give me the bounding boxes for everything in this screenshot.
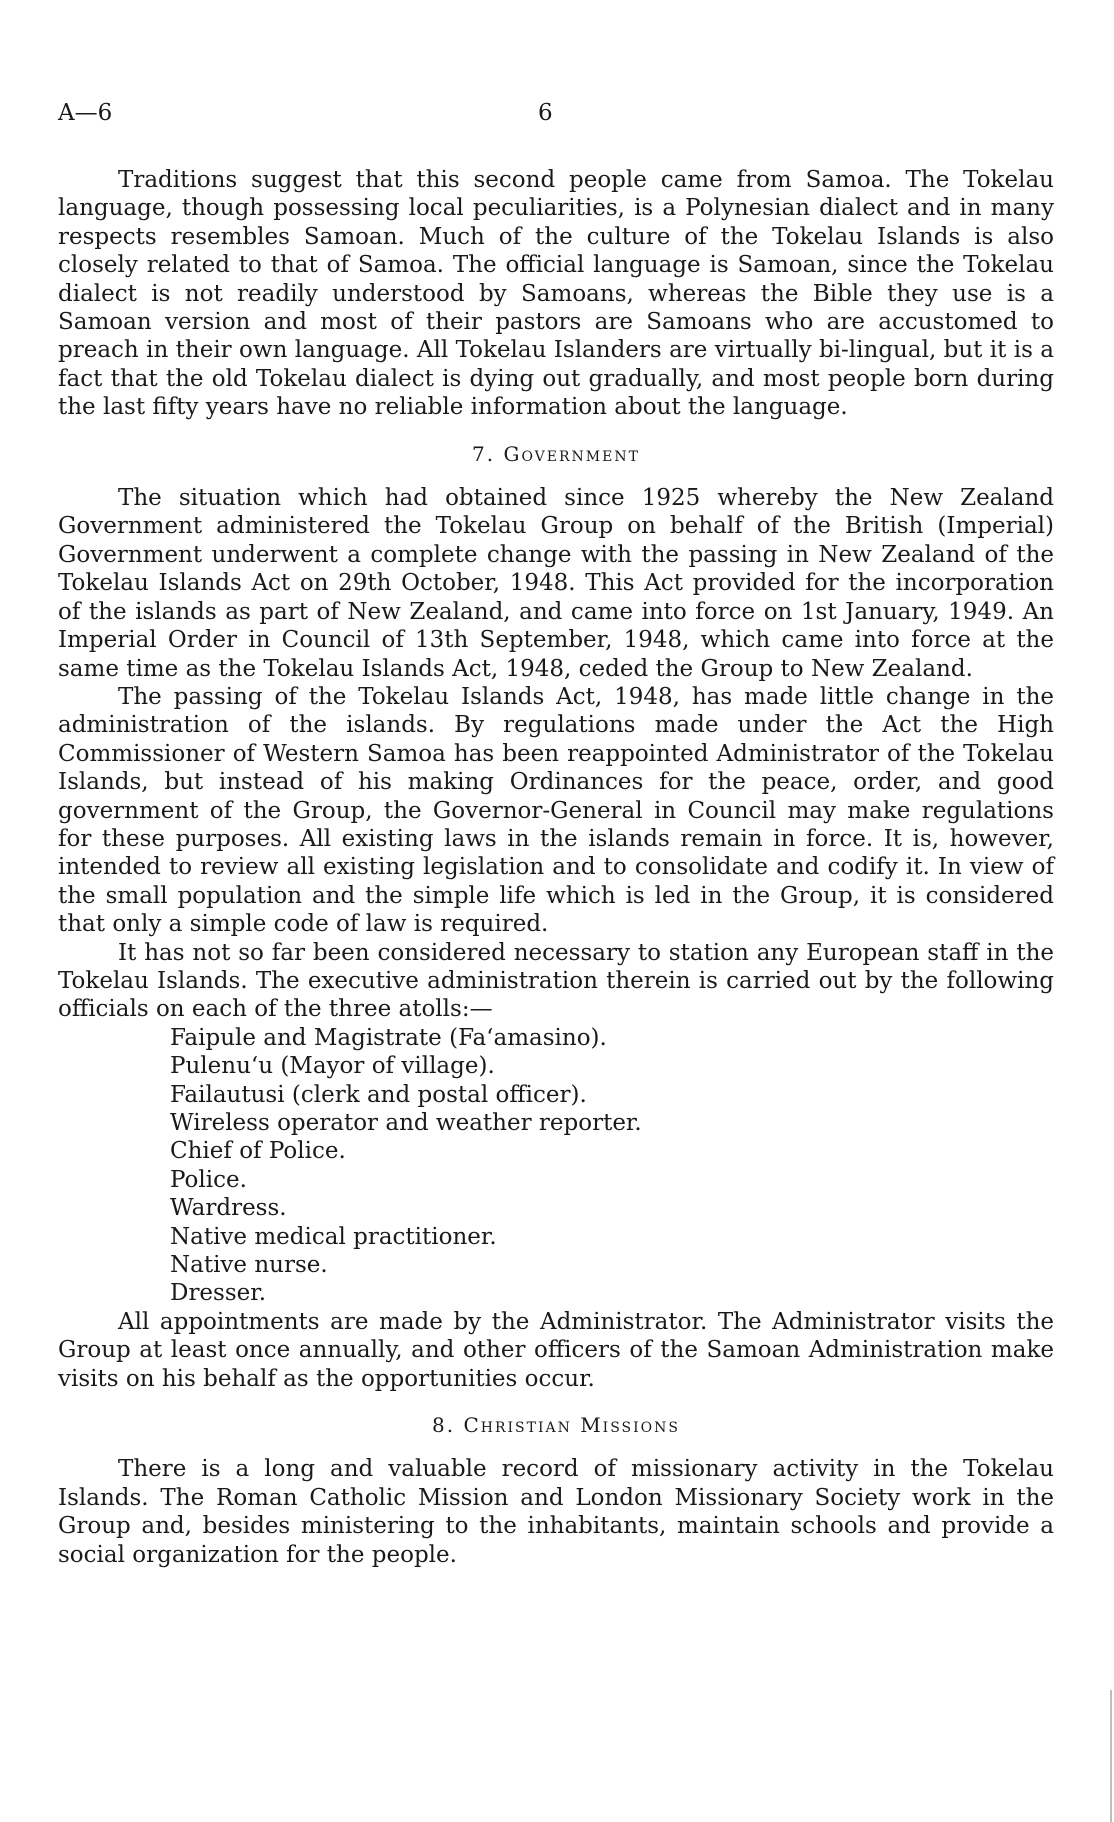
list-item: Native medical practitioner.	[170, 1223, 497, 1250]
list-item: Wardress.	[170, 1195, 287, 1222]
paragraph-government-4: All appointments are made by the Administrator. The Administrator visits the Group at least once annually, and other officers of the Samoan Administration make visits on his behalf as the opportunities occur.	[58, 1308, 1054, 1392]
paragraph-government-1: The situation which had obtained since 1925 whereby the New Zealand Government administered the Tokelau Group on behalf of the British (Imperial) Government underwent a complete change with the passing in New Zealand of the Tokelau Islands Act on 29th October, 1948. This Act provided for the incorporation of the islands as part of New Zealand, and came into force on 1st January, 1949. An Imperial Order in Council of 13th September, 1948, which came into force at the same time as the Tokelau Islands Act, 1948, ceded the Group to New Zealand.	[58, 485, 1054, 682]
list-item: Chief of Police.	[170, 1138, 346, 1165]
paragraph-government-3: It has not so far been considered necessary to station any European staff in the Tokelau Islands. The executive administration therein is carried out by the following officials on each of the three atolls:—	[58, 939, 1054, 1023]
page-edge-line	[1110, 1690, 1112, 1822]
officials-list	[170, 1024, 1054, 1308]
section-heading-government: 7. Government	[472, 441, 640, 466]
paragraph-government-2: The passing of the Tokelau Islands Act, 1948, has made little change in the administration of the islands. By regulations made under the Act the High Commissioner of Western Samoa has been reappointed Administrator of the Tokelau Islands, but instead of his making Ordinances for the peace, order, and good government of the Group, the Governor-General in Council may make regulations for these purposes. All existing laws in the islands remain in force. It is, however, intended to review all existing legislation and to consolidate and codify it. In view of the small population and the simple life which is led in the Group, it is considered that only a simple code of law is required.	[58, 683, 1054, 938]
document-reference: A—6	[58, 100, 113, 126]
list-item: Failautusi (clerk and postal officer).	[170, 1081, 587, 1108]
paragraph-missions-1: There is a long and valuable record of missionary activity in the Tokelau Islands. The Roman Catholic Mission and London Missionary Society work in the Group and, besides ministering to the inhabitants, maintain schools and provide a social organization for the people.	[58, 1456, 1054, 1568]
document-body	[58, 166, 1054, 1569]
section-heading-missions: 8. Christian Missions	[432, 1413, 680, 1438]
list-item: Dresser.	[170, 1280, 267, 1307]
list-item: Police.	[170, 1166, 247, 1193]
list-item: Pulenu‘u (Mayor of village).	[170, 1053, 495, 1080]
page-header	[58, 100, 1054, 130]
list-item: Native nurse.	[170, 1252, 328, 1279]
paragraph-traditions: Traditions suggest that this second people came from Samoa. The Tokelau language, though possessing local peculiarities, is a Polynesian dialect and in many respects resembles Samoan. Much of the culture of the Tokelau Islands is also closely related to that of Samoa. The official language is Samoan, since the Tokelau dialect is not readily understood by Samoans, whereas the Bible they use is a Samoan version and most of their pastors are Samoans who are accustomed to preach in their own language. All Tokelau Islanders are virtually bi-lingual, but it is a fact that the old Tokelau dialect is dying out gradually, and most people born during the last fifty years have no reliable information about the language.	[58, 167, 1054, 421]
list-item: Faipule and Magistrate (Fa‘amasino).	[170, 1024, 607, 1051]
list-item: Wireless operator and weather reporter.	[170, 1110, 642, 1136]
page-number: 6	[538, 100, 553, 126]
